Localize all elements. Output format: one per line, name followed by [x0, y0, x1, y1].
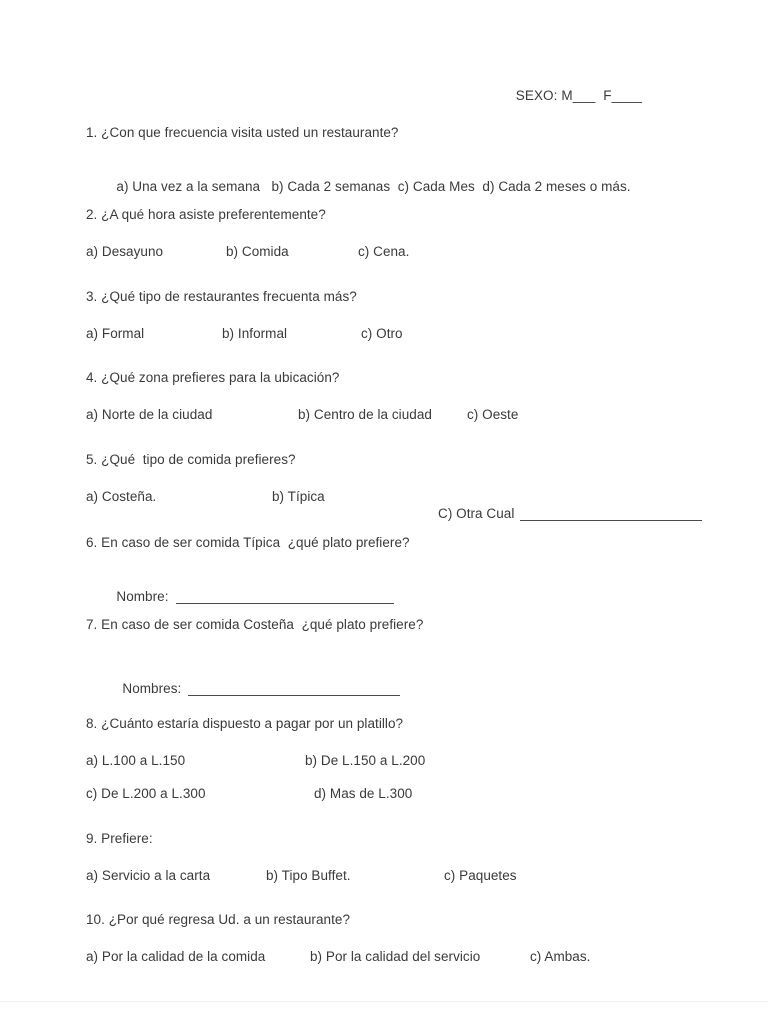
question-9-option-c[interactable]: c) Paquetes: [444, 867, 517, 883]
question-block-2: [86, 207, 682, 262]
question-10-text: 10. ¿Por qué regresa Ud. a un restaurante?: [86, 912, 351, 927]
question-5-text: 5. ¿Qué tipo de comida prefieres?: [86, 452, 296, 467]
question-7-field-label: Nombres:: [122, 680, 182, 696]
question-8-text: 8. ¿Cuánto estaría dispuesto a pagar por un platillo?: [86, 716, 404, 731]
question-8-options-row-1: [86, 753, 682, 771]
question-5-option-a[interactable]: a) Costeña.: [86, 488, 157, 504]
question-8-option-c[interactable]: c) De L.200 a L.300: [86, 785, 206, 801]
question-2-option-c[interactable]: c) Cena.: [358, 243, 410, 259]
question-3-option-a[interactable]: a) Formal: [86, 325, 145, 341]
question-4-options: [86, 407, 682, 425]
question-9-option-b[interactable]: b) Tipo Buffet.: [266, 867, 351, 883]
question-10-option-b[interactable]: b) Por la calidad del servicio: [310, 948, 481, 964]
question-5-options: [86, 488, 682, 521]
question-5-option-c-label: C) Otra Cual: [438, 505, 515, 521]
question-7-names-blank[interactable]: [188, 684, 400, 696]
question-10-option-c[interactable]: c) Ambas.: [530, 948, 591, 964]
question-6-name-blank[interactable]: [176, 592, 394, 604]
question-2-text: 2. ¿A qué hora asiste preferentemente?: [86, 207, 326, 222]
question-6-name-field: [86, 572, 682, 604]
question-block-3: [86, 289, 682, 344]
question-10-option-a[interactable]: a) Por la calidad de la comida: [86, 948, 266, 964]
question-9-text: 9. Prefiere:: [86, 831, 153, 846]
question-block-7: [86, 617, 682, 696]
question-block-10: [86, 912, 682, 967]
question-7-text: 7. En caso de ser comida Costeña ¿qué plato prefiere?: [86, 617, 424, 632]
question-7-names-field: [86, 664, 682, 696]
question-3-options: [86, 326, 682, 344]
question-8-option-a[interactable]: a) L.100 a L.150: [86, 752, 186, 768]
question-block-9: [86, 831, 682, 886]
question-4-option-a[interactable]: a) Norte de la ciudad: [86, 406, 213, 422]
question-10-options: [86, 949, 682, 967]
question-4-text: 4. ¿Qué zona prefieres para la ubicación?: [86, 370, 340, 385]
question-3-option-c[interactable]: c) Otro: [361, 325, 403, 341]
question-5-option-c[interactable]: [400, 489, 702, 540]
question-1-options-inline[interactable]: a) Una vez a la semana b) Cada 2 semanas c) Cada Mes d) Cada 2 meses o más.: [116, 178, 631, 194]
question-5-other-blank[interactable]: [520, 509, 702, 521]
question-4-option-c[interactable]: c) Oeste: [467, 406, 519, 422]
question-block-4: [86, 370, 682, 425]
question-5-option-b[interactable]: b) Típica: [272, 488, 325, 504]
question-2-option-b[interactable]: b) Comida: [226, 243, 289, 259]
question-3-option-b[interactable]: b) Informal: [222, 325, 288, 341]
question-4-option-b[interactable]: b) Centro de la ciudad: [298, 406, 432, 422]
question-block-5: [86, 452, 682, 521]
question-8-option-b[interactable]: b) De L.150 a L.200: [305, 752, 426, 768]
question-3-text: 3. ¿Qué tipo de restaurantes frecuenta más?: [86, 289, 357, 304]
question-block-6: [86, 535, 682, 604]
question-block-1: [86, 125, 682, 213]
question-2-option-a[interactable]: a) Desayuno: [86, 243, 164, 259]
question-8-option-d[interactable]: d) Mas de L.300: [314, 785, 413, 801]
question-9-option-a[interactable]: a) Servicio a la carta: [86, 867, 211, 883]
question-1-options: [86, 162, 682, 213]
question-9-options: [86, 868, 682, 886]
question-block-8: [86, 716, 682, 804]
question-1-text: 1. ¿Con que frecuencia visita usted un restaurante?: [86, 125, 399, 140]
question-6-field-label: Nombre:: [116, 588, 169, 604]
sex-field-header[interactable]: SEXO: M___ F____: [515, 88, 642, 103]
question-8-options-row-2: [86, 786, 682, 804]
question-6-text: 6. En caso de ser comida Típica ¿qué plato prefiere?: [86, 535, 410, 550]
question-2-options: [86, 244, 682, 262]
